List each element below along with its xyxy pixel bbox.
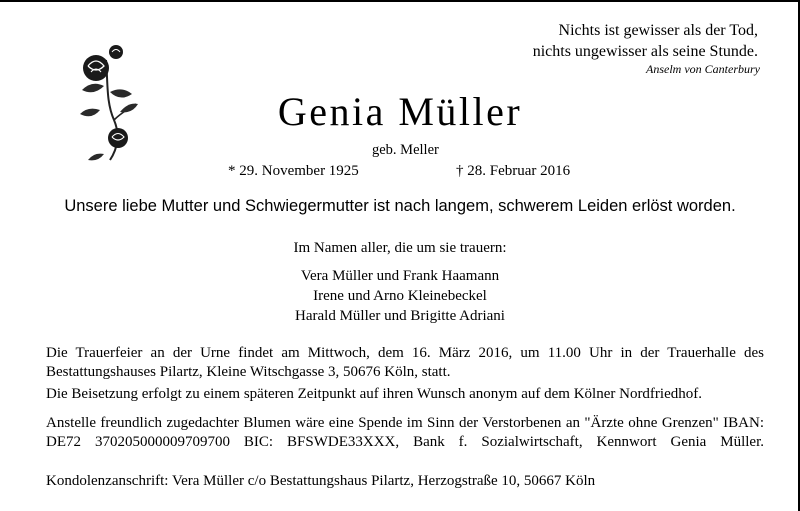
mourner-name: Harald Müller und Brigitte Adriani <box>295 308 505 324</box>
birth-date: * 29. November 1925 <box>228 163 359 179</box>
mourners-intro: Im Namen aller, die um sie trauern: <box>293 240 507 256</box>
mourner-name: Vera Müller und Frank Haamann <box>300 268 500 284</box>
lead-text: Unsere liebe Mutter und Schwiegermutter ist nach langem, schwerem Leiden erlöst worden. <box>64 197 736 215</box>
maiden-name: geb. Meller <box>372 142 439 158</box>
quote-author: Anselm von Canterbury <box>646 62 760 76</box>
burial-text: Die Beisetzung erfolgt zu einem späteren Zeitpunkt auf ihren Wunsch anonym auf dem Kölner Nordfriedhof. <box>46 386 702 402</box>
donation-text: Anstelle freundlich zugedachter Blumen wäre eine Spende im Sinn der Verstorbenen an "Ärzte ohne Grenzen" IBAN: DE72 370205000009709700 BIC: BFSWDE33XXX, Bank f. Sozialwirtschaft, Kennwort Genia Müller. <box>46 415 764 450</box>
death-date: † 28. Februar 2016 <box>456 163 571 179</box>
ceremony-text: Die Trauerfeier an der Urne findet am Mittwoch, dem 16. März 2016, um 11.00 Uhr in der Trauerhalle des Bestattungshauses Pilartz, Kleine Witschgasse 3, 50676 Köln, statt. <box>46 345 764 380</box>
quote-line-2: nichts ungewisser als seine Stunde. <box>532 43 758 60</box>
quote-line-1: Nichts ist gewisser als der Tod, <box>558 22 758 39</box>
deceased-name: Genia Müller <box>277 89 523 134</box>
condolence-address: Kondolenzanschrift: Vera Müller c/o Bestattungshaus Pilartz, Herzogstraße 10, 50667 Köln <box>46 473 596 489</box>
mourner-name: Irene und Arno Kleinebeckel <box>313 288 487 304</box>
